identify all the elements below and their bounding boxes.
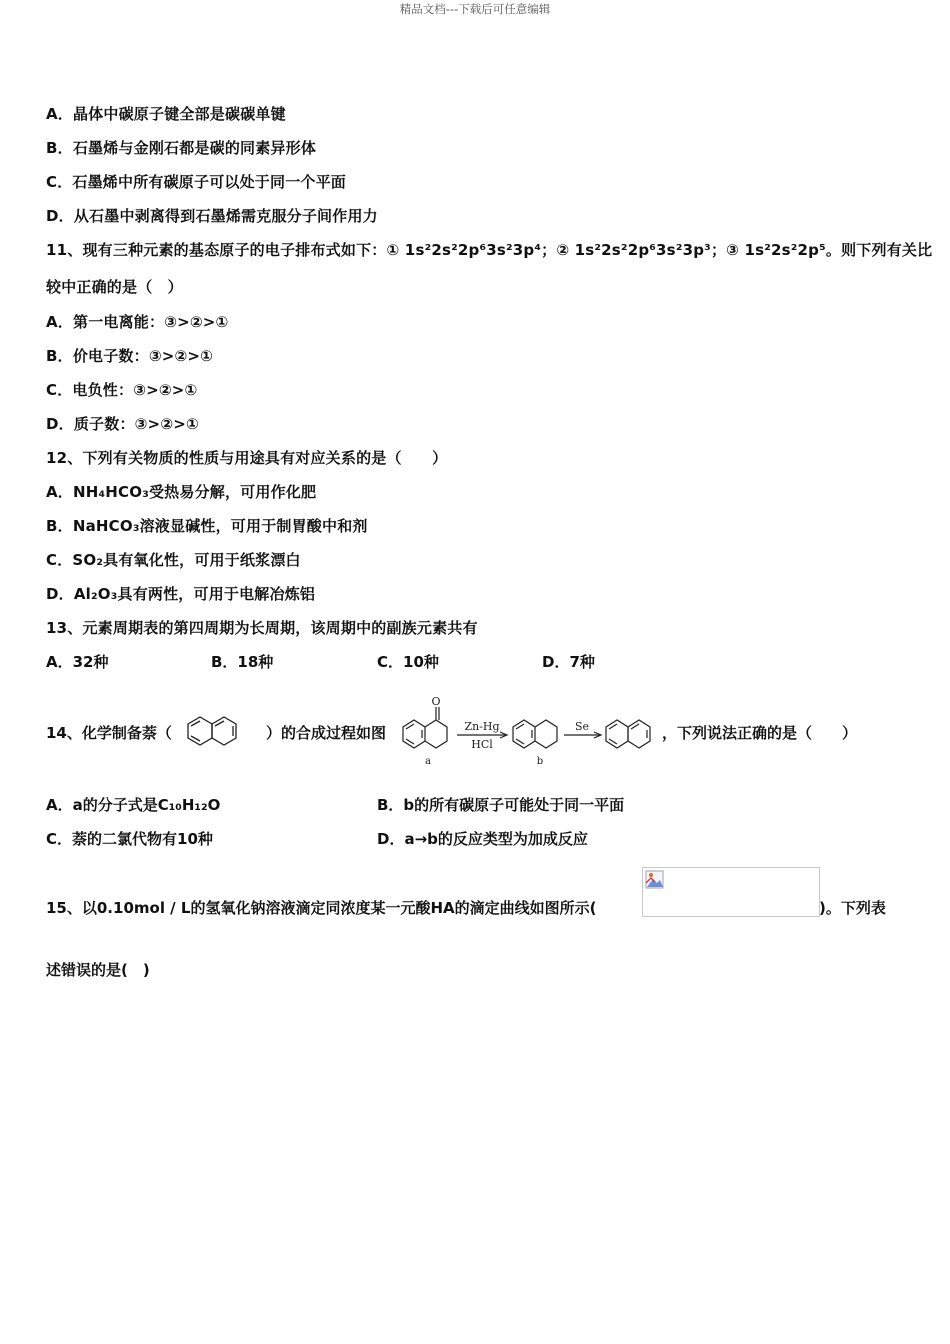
q10-option-a: A．晶体中碳原子键全部是碳碳单键 (46, 105, 286, 123)
q15-stem-line2: 述错误的是( ) (46, 961, 150, 979)
q12-option-d: D．Al₂O₃具有两性，可用于电解冶炼铝 (46, 585, 316, 603)
q14-stem-part3: ，下列说法正确的是（ ） (662, 724, 858, 742)
q14-option-b: B．b的所有碳原子可能处于同一平面 (377, 796, 625, 814)
q11-config-3: ③ 1s²2s²2p⁵ (726, 241, 826, 259)
compound-a-ketone-ring (425, 720, 447, 748)
q15-stem-line1a: 15、以0.10mol / L的氢氧化钠溶液滴定同浓度某一元酸HA的滴定曲线如图所示( (46, 899, 597, 917)
q10-option-d: D．从石墨中剥离得到石墨烯需克服分子间作用力 (46, 207, 378, 225)
compound-b-label: b (536, 756, 544, 767)
q11-config-1: ① 1s²2s²2p⁶3s²3p⁴ (386, 241, 542, 259)
reagent-zn-hg: Zn-Hg (464, 720, 500, 733)
reagent-se: Se (574, 720, 590, 733)
q12-stem: 12、下列有关物质的性质与用途具有对应关系的是（ ） (46, 449, 448, 467)
q15-stem-line1b: )。下列表 (819, 899, 886, 917)
q11-stem-line1: 11、现有三种元素的基态原子的电子排布式如下：① 1s²2s²2p⁶3s²3p⁴；② 1s²2s²2p⁶3s²3p³；③ 1s²2s²2p⁵。则下列有关比 (46, 241, 933, 259)
q11-prefix: 11、现有三种元素的基态原子的电子排布式如下： (46, 241, 387, 259)
synthesis-scheme (400, 692, 662, 770)
q11-stem-line2: 较中正确的是（ ） (46, 278, 183, 296)
q12-option-a: A．NH₄HCO₃受热易分解，可用作化肥 (46, 483, 317, 501)
q10-option-c: C．石墨烯中所有碳原子可以处于同一个平面 (46, 173, 347, 191)
naphthalene-structure (180, 712, 248, 756)
q12-option-c: C．SO₂具有氧化性，可用于纸浆漂白 (46, 551, 301, 569)
broken-image-icon (645, 870, 665, 890)
q11-config-2: ② 1s²2s²2p⁶3s²3p³ (556, 241, 711, 259)
q11-suffix: 。则下列有关比 (825, 241, 933, 259)
q11-option-d: D．质子数：③>②>① (46, 415, 199, 433)
q14-stem-part2: ）的合成过程如图 (266, 724, 387, 742)
q13-option-a: A．32种 (46, 653, 109, 671)
q14-option-c: C．萘的二氯代物有10种 (46, 830, 213, 848)
q12-option-b: B．NaHCO₃溶液显碱性，可用于制胃酸中和剂 (46, 517, 368, 535)
q11-option-b: B．价电子数：③>②>① (46, 347, 214, 365)
broken-image-placeholder (642, 867, 820, 917)
q13-option-b: B．18种 (211, 653, 274, 671)
q10-option-b: B．石墨烯与金刚石都是碳的同素异形体 (46, 139, 317, 157)
compound-a-label: a (425, 756, 431, 767)
q14-option-d: D．a→b的反应类型为加成反应 (377, 830, 588, 848)
reagent-hcl: HCl (471, 738, 493, 751)
q14-option-a: A．a的分子式是C₁₀H₁₂O (46, 796, 221, 814)
q13-stem: 13、元素周期表的第四周期为长周期，该周期中的副族元素共有 (46, 619, 478, 637)
q11-option-c: C．电负性：③>②>① (46, 381, 198, 399)
compound-b-saturated-ring (535, 720, 557, 748)
q13-option-c: C．10种 (377, 653, 439, 671)
ketone-oxygen-label: O (431, 695, 441, 708)
page-header: 精品文档---下载后可任意编辑 (399, 2, 551, 16)
q11-option-a: A．第一电离能：③>②>① (46, 313, 229, 331)
q13-option-d: D．7种 (542, 653, 595, 671)
q14-stem-part1: 14、化学制备萘（ (46, 724, 172, 742)
